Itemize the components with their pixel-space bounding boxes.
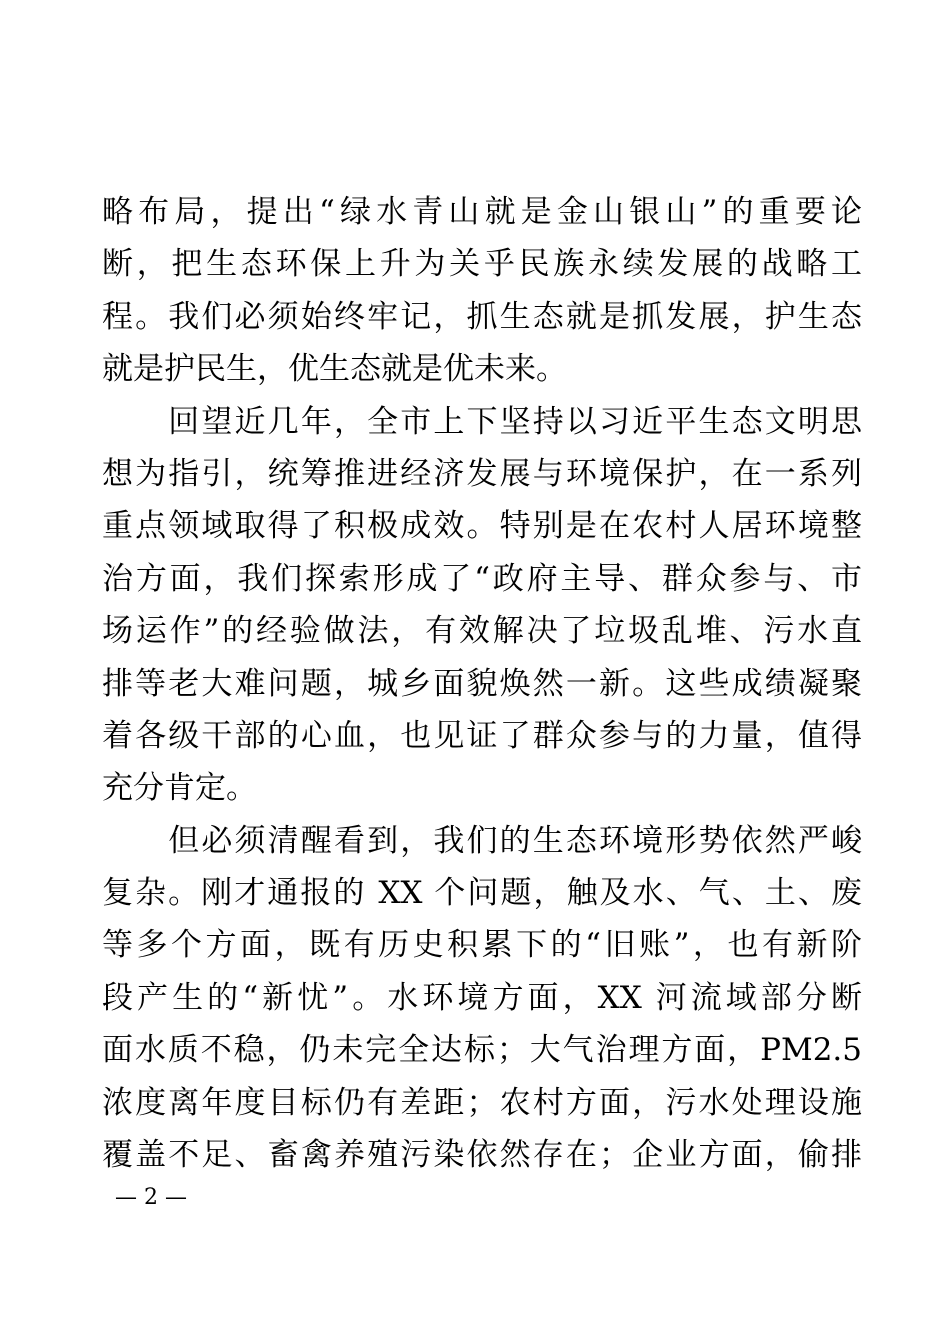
page-number: — 2 — bbox=[115, 1185, 187, 1210]
text-line: 浓度离年度目标仍有差距；农村方面，污水处理设施 bbox=[102, 1084, 862, 1121]
text-line: 段产生的“新忧”。水环境方面，XX 河流域部分断 bbox=[102, 979, 862, 1016]
text-line: 断，把生态环保上升为关乎民族永续发展的战略工 bbox=[102, 246, 862, 283]
text-line: 面水质不稳，仍未完全达标；大气治理方面，PM2.5 bbox=[102, 1032, 862, 1069]
text-line: 治方面，我们探索形成了“政府主导、群众参与、市 bbox=[102, 560, 862, 597]
body-text bbox=[102, 186, 862, 1181]
text-line: 充分肯定。 bbox=[102, 770, 257, 807]
text-line: 略布局，提出“绿水青山就是金山银山”的重要论 bbox=[102, 194, 862, 230]
text-line: 回望近几年，全市上下坚持以习近平生态文明思 bbox=[102, 403, 862, 440]
text-line: 重点领域取得了积极成效。特别是在农村人居环境整 bbox=[102, 508, 862, 545]
text-line: 场运作”的经验做法，有效解决了垃圾乱堆、污水直 bbox=[102, 613, 862, 650]
text-line: 等多个方面，既有历史积累下的“旧账”，也有新阶 bbox=[102, 927, 862, 964]
text-line: 复杂。刚才通报的 XX 个问题，触及水、气、土、废 bbox=[102, 875, 862, 912]
text-line: 就是护民生，优生态就是优未来。 bbox=[102, 351, 567, 388]
text-line: 程。我们必须始终牢记，抓生态就是抓发展，护生态 bbox=[102, 298, 862, 335]
text-line: 着各级干部的心血，也见证了群众参与的力量，值得 bbox=[102, 717, 862, 754]
text-line: 排等老大难问题，城乡面貌焕然一新。这些成绩凝聚 bbox=[102, 665, 862, 702]
text-line: 想为指引，统筹推进经济发展与环境保护，在一系列 bbox=[102, 455, 862, 492]
text-line: 但必须清醒看到，我们的生态环境形势依然严峻 bbox=[102, 822, 862, 859]
text-line: 覆盖不足、畜禽养殖污染依然存在；企业方面，偷排 bbox=[102, 1137, 862, 1174]
